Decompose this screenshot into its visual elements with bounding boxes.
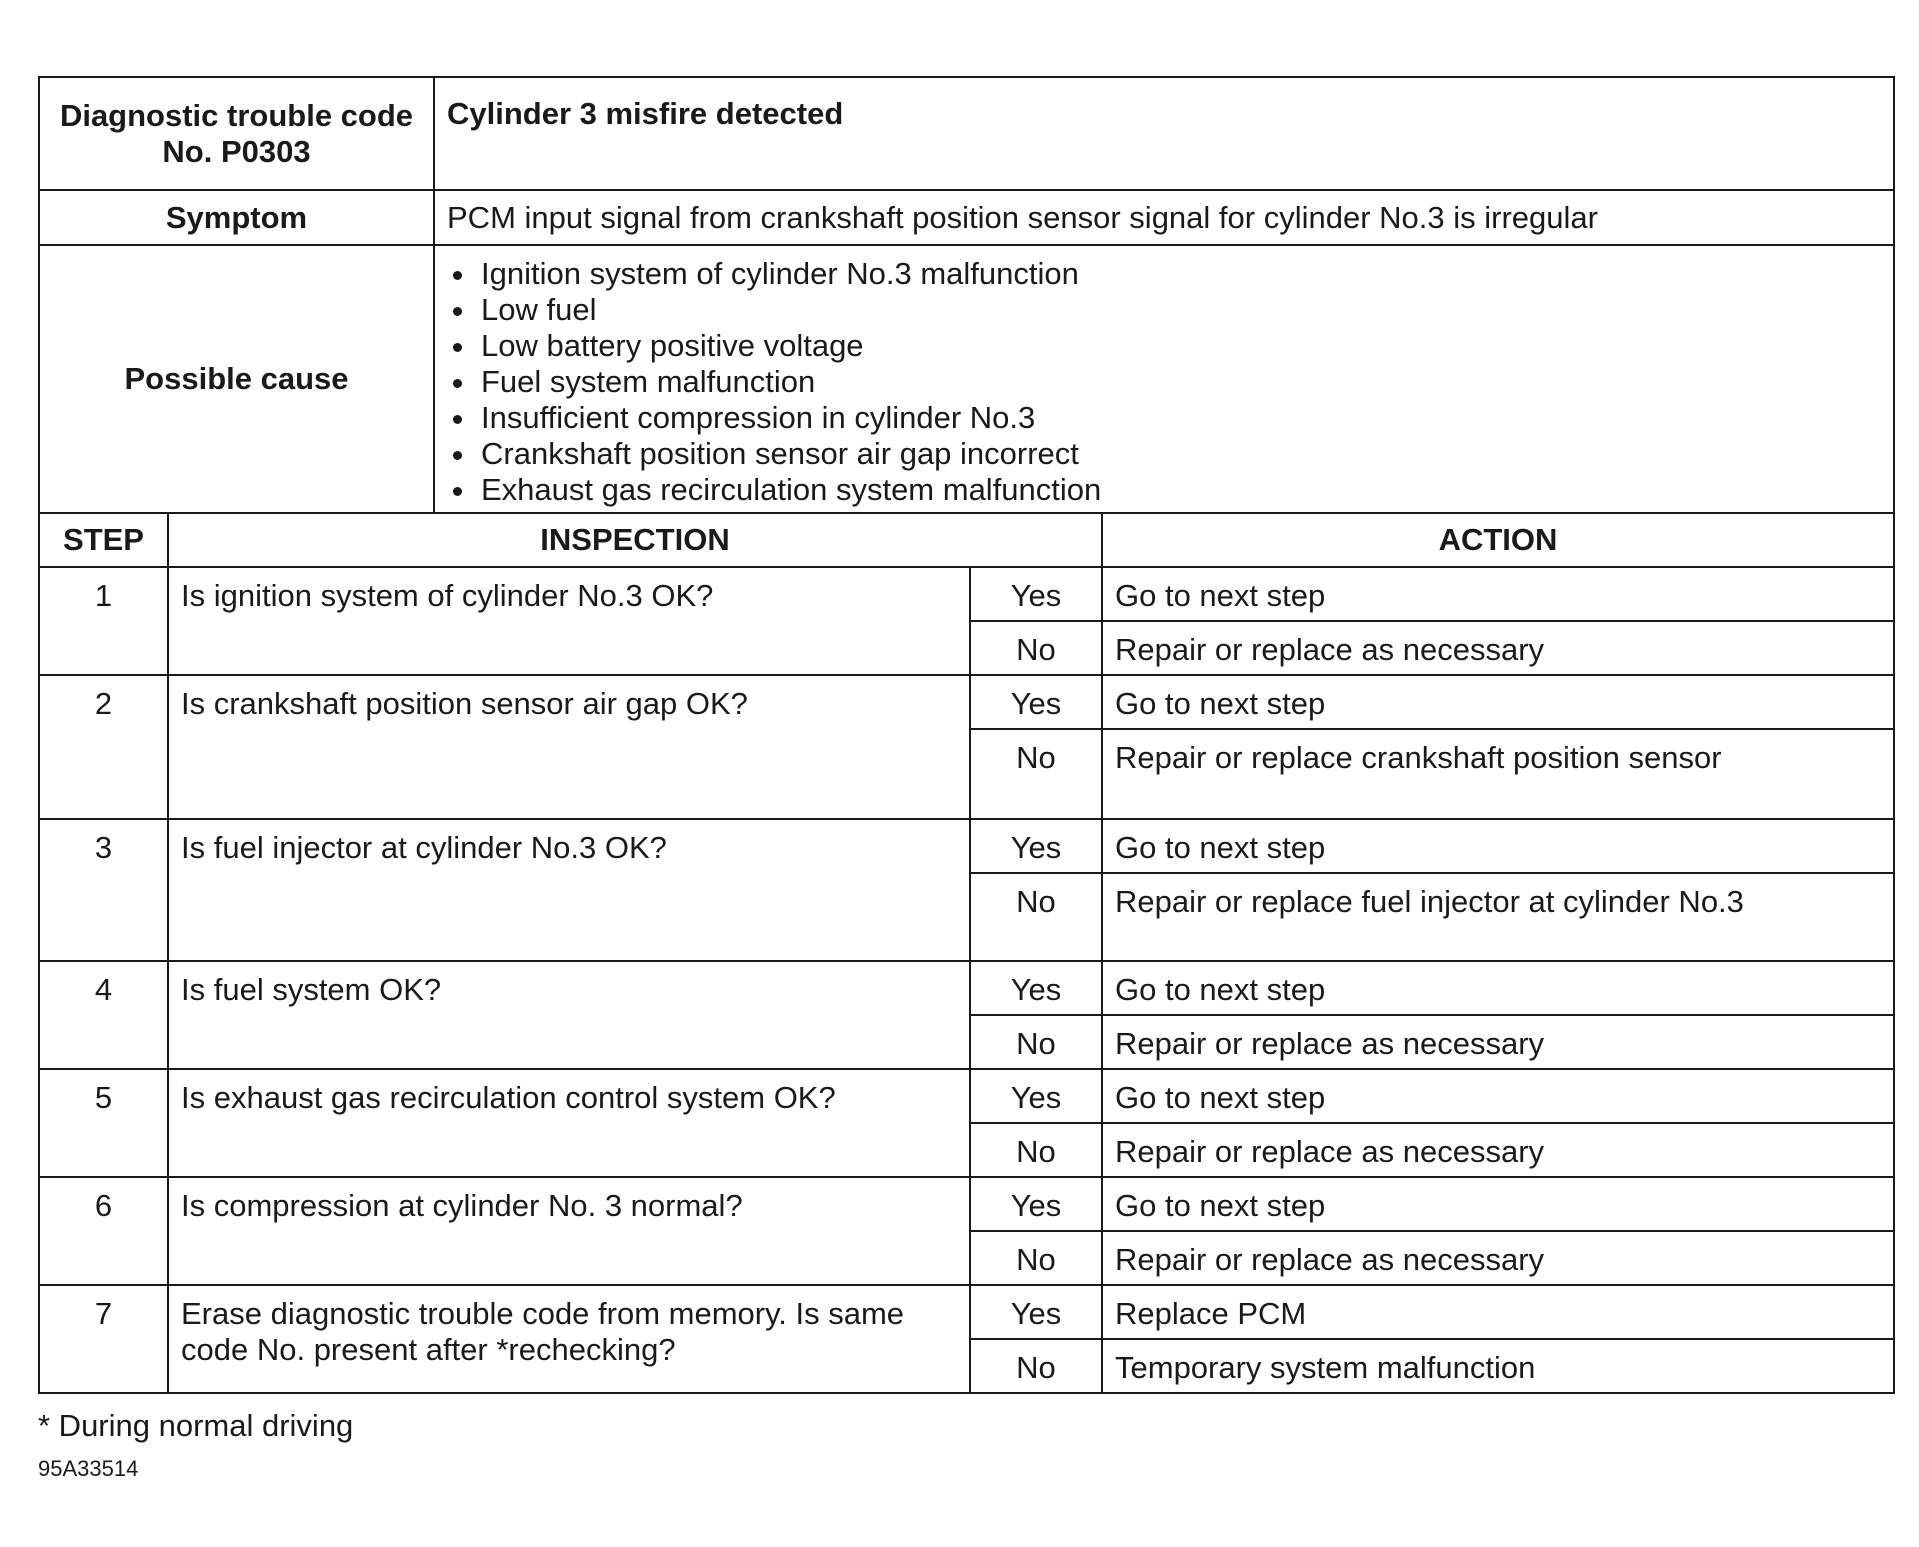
dtc-row — [39, 77, 1894, 190]
step-row — [39, 961, 1894, 1015]
yes-action: Replace PCM — [1102, 1285, 1894, 1339]
step-number: 2 — [39, 675, 168, 819]
no-label: No — [970, 1231, 1102, 1285]
yes-label: Yes — [970, 1285, 1102, 1339]
step-inspection: Erase diagnostic trouble code from memory. Is same code No. present after *rechecking? — [168, 1285, 970, 1393]
yes-label: Yes — [970, 1177, 1102, 1231]
yes-label: Yes — [970, 819, 1102, 873]
symptom-label: Symptom — [39, 190, 434, 245]
cause-item: Low fuel — [447, 292, 1881, 328]
yes-action: Go to next step — [1102, 819, 1894, 873]
inspection-column-header: INSPECTION — [168, 513, 1102, 567]
step-row — [39, 567, 1894, 621]
no-action: Repair or replace crankshaft position sensor — [1102, 729, 1894, 819]
yes-label: Yes — [970, 961, 1102, 1015]
cause-item: Low battery positive voltage — [447, 328, 1881, 364]
cause-item: Ignition system of cylinder No.3 malfunction — [447, 256, 1881, 292]
no-action: Repair or replace fuel injector at cylinder No.3 — [1102, 873, 1894, 961]
yes-label: Yes — [970, 1069, 1102, 1123]
step-inspection: Is crankshaft position sensor air gap OK? — [168, 675, 970, 819]
yes-action: Go to next step — [1102, 1069, 1894, 1123]
step-inspection: Is fuel system OK? — [168, 961, 970, 1069]
cause-item: Insufficient compression in cylinder No.3 — [447, 400, 1881, 436]
no-label: No — [970, 1015, 1102, 1069]
step-inspection: Is ignition system of cylinder No.3 OK? — [168, 567, 970, 675]
dtc-value: Cylinder 3 misfire detected — [434, 77, 1894, 190]
step-row — [39, 675, 1894, 729]
yes-action: Go to next step — [1102, 1177, 1894, 1231]
step-number: 5 — [39, 1069, 168, 1177]
step-row — [39, 1285, 1894, 1339]
symptom-value: PCM input signal from crankshaft position sensor signal for cylinder No.3 is irregular — [434, 190, 1894, 245]
no-label: No — [970, 1339, 1102, 1393]
diagnostic-table — [38, 76, 1895, 1394]
no-action: Temporary system malfunction — [1102, 1339, 1894, 1393]
diagnostic-sheet — [38, 76, 1893, 1482]
action-column-header: ACTION — [1102, 513, 1894, 567]
possible-cause-label: Possible cause — [39, 245, 434, 513]
step-row — [39, 1177, 1894, 1231]
step-number: 3 — [39, 819, 168, 961]
cause-list — [447, 256, 1881, 508]
yes-label: Yes — [970, 675, 1102, 729]
possible-cause-row — [39, 245, 1894, 513]
step-number: 7 — [39, 1285, 168, 1393]
yes-label: Yes — [970, 567, 1102, 621]
no-label: No — [970, 729, 1102, 819]
step-number: 6 — [39, 1177, 168, 1285]
symptom-row — [39, 190, 1894, 245]
cause-item: Fuel system malfunction — [447, 364, 1881, 400]
step-inspection: Is compression at cylinder No. 3 normal? — [168, 1177, 970, 1285]
possible-cause-cell — [434, 245, 1894, 513]
dtc-label: Diagnostic trouble code No. P0303 — [39, 77, 434, 190]
cause-item: Crankshaft position sensor air gap incorrect — [447, 436, 1881, 472]
step-inspection: Is exhaust gas recirculation control system OK? — [168, 1069, 970, 1177]
yes-action: Go to next step — [1102, 675, 1894, 729]
no-action: Repair or replace as necessary — [1102, 1015, 1894, 1069]
no-action: Repair or replace as necessary — [1102, 1231, 1894, 1285]
step-number: 4 — [39, 961, 168, 1069]
yes-action: Go to next step — [1102, 961, 1894, 1015]
column-header-row — [39, 513, 1894, 567]
footnote: * During normal driving — [38, 1408, 354, 1443]
step-column-header: STEP — [39, 513, 168, 567]
no-action: Repair or replace as necessary — [1102, 621, 1894, 675]
step-inspection: Is fuel injector at cylinder No.3 OK? — [168, 819, 970, 961]
no-label: No — [970, 621, 1102, 675]
cause-item: Exhaust gas recirculation system malfunction — [447, 472, 1881, 508]
figure-code: 95A33514 — [38, 1456, 139, 1481]
yes-action: Go to next step — [1102, 567, 1894, 621]
no-label: No — [970, 1123, 1102, 1177]
step-row — [39, 1069, 1894, 1123]
no-action: Repair or replace as necessary — [1102, 1123, 1894, 1177]
no-label: No — [970, 873, 1102, 961]
step-number: 1 — [39, 567, 168, 675]
step-row — [39, 819, 1894, 873]
